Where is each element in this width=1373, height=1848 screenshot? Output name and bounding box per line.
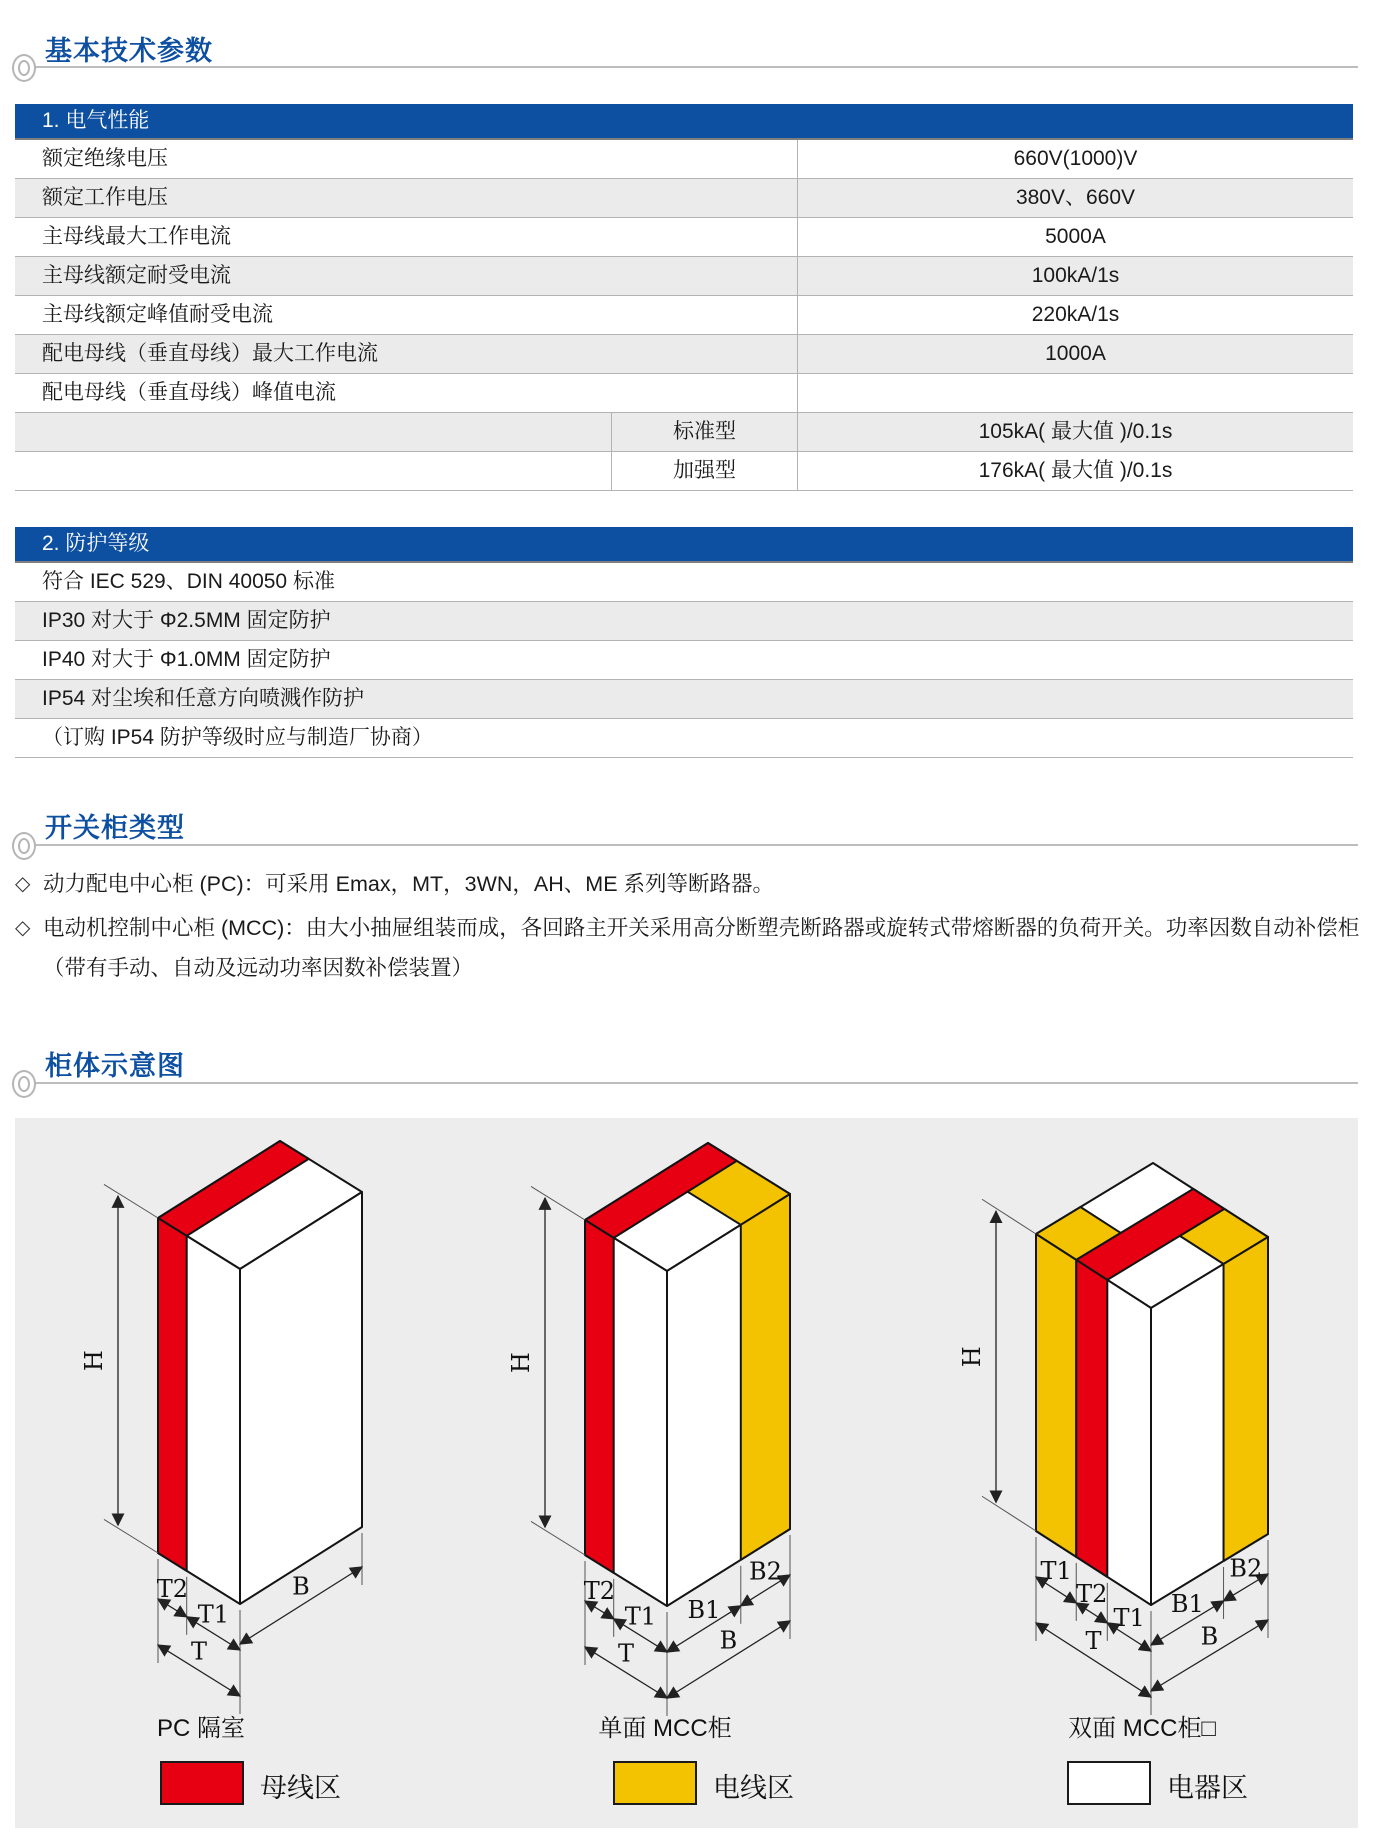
table-row xyxy=(15,218,1353,257)
table-row xyxy=(15,257,1353,296)
row-value: 5000A xyxy=(797,218,1353,256)
section-title-cabinet-types: 开关柜类型 xyxy=(45,813,185,843)
dimension-label: T xyxy=(190,1637,208,1666)
table-row xyxy=(15,296,1353,335)
diamond-bullet-icon: ◇ xyxy=(15,873,31,895)
row-value: 100kA/1s xyxy=(797,257,1353,295)
row-value: 380V、660V xyxy=(797,179,1353,217)
list-item xyxy=(15,864,1363,904)
dimension-label: T1 xyxy=(197,1600,229,1629)
table-body xyxy=(15,563,1353,758)
row-value: 1000A xyxy=(797,335,1353,373)
cabinet-caption: 双面 MCC柜□ xyxy=(1068,1715,1216,1742)
dimension-label: H xyxy=(507,1352,535,1374)
section-divider xyxy=(24,844,1358,846)
table-row: 符合 IEC 529、DIN 40050 标准 xyxy=(15,563,1353,602)
table-header: 2. 防护等级 xyxy=(15,527,1353,563)
legend-label: 母线区 xyxy=(260,1773,341,1803)
table-body xyxy=(15,140,1353,491)
ring-ornament-icon xyxy=(18,1076,30,1092)
legend-label: 电器区 xyxy=(1167,1773,1248,1803)
row-label: 主母线额定耐受电流 xyxy=(42,264,231,287)
table-row xyxy=(15,179,1353,218)
ring-ornament-icon xyxy=(18,60,30,76)
dimension-label: H xyxy=(958,1346,986,1368)
dimension-label: B xyxy=(1200,1622,1219,1651)
section-divider xyxy=(24,66,1358,68)
dimension-label: H xyxy=(80,1350,108,1372)
dimension-label: B2 xyxy=(1229,1554,1263,1583)
dimension-label: B xyxy=(719,1626,738,1655)
dimension-label: T2 xyxy=(156,1574,188,1603)
row-value: 105kA( 最大值 )/0.1s xyxy=(797,413,1353,451)
table-row: IP54 对尘埃和任意方向喷溅作防护 xyxy=(15,680,1353,719)
dimension-label: T2 xyxy=(1076,1579,1108,1608)
dimension-label: T2 xyxy=(583,1576,615,1605)
dimension-label: B xyxy=(292,1572,310,1601)
dimension-label: B1 xyxy=(687,1595,721,1624)
table-row: （订购 IP54 防护等级时应与制造厂协商） xyxy=(15,719,1353,758)
row-value: 176kA( 最大值 )/0.1s xyxy=(797,452,1353,490)
row-spacer xyxy=(15,413,611,451)
table-row xyxy=(15,413,1353,452)
row-label: 配电母线（垂直母线）最大工作电流 xyxy=(42,342,378,365)
row-value xyxy=(797,374,1353,412)
protection-level-table xyxy=(15,527,1353,758)
row-value: 660V(1000)V xyxy=(797,140,1353,178)
electrical-performance-table xyxy=(15,104,1353,491)
row-value: 220kA/1s xyxy=(797,296,1353,334)
cabinet-types-list xyxy=(15,864,1363,992)
ring-ornament-icon xyxy=(18,838,30,854)
section-divider xyxy=(24,1082,1358,1084)
dimension-label: B2 xyxy=(748,1557,782,1586)
legend-label: 电线区 xyxy=(713,1773,794,1803)
diamond-bullet-icon: ◇ xyxy=(15,917,31,939)
cabinet-diagram-panel xyxy=(15,1118,1358,1828)
legend-swatch xyxy=(1067,1761,1151,1805)
table-row xyxy=(15,374,1353,413)
table-row xyxy=(15,452,1353,491)
row-label: 主母线最大工作电流 xyxy=(42,225,231,248)
section-title-cabinet-diagram: 柜体示意图 xyxy=(45,1051,185,1081)
row-sublabel: 加强型 xyxy=(611,452,797,490)
row-label: 主母线额定峰值耐受电流 xyxy=(42,303,273,326)
row-sublabel: 标准型 xyxy=(611,413,797,451)
legend-swatch xyxy=(613,1761,697,1805)
row-spacer xyxy=(15,452,611,490)
dimension-label: B1 xyxy=(1170,1589,1204,1618)
table-header: 1. 电气性能 xyxy=(15,104,1353,140)
dimension-label: T1 xyxy=(624,1602,656,1631)
table-row xyxy=(15,335,1353,374)
table-row xyxy=(15,140,1353,179)
dimension-label: T xyxy=(1085,1627,1102,1655)
legend-swatch xyxy=(160,1761,244,1805)
dimension-label: T1 xyxy=(1040,1556,1072,1585)
dimension-label: T1 xyxy=(1113,1603,1145,1632)
row-label: 额定绝缘电压 xyxy=(42,147,168,170)
list-item-text: 电动机控制中心柜 (MCC)：由大小抽屉组装而成，各回路主开关采用高分断塑壳断路器或旋转式带熔断器的负荷开关。功率因数自动补偿柜（带有手动、自动及远动功率因数补偿装置） xyxy=(43,916,1360,980)
list-item xyxy=(15,908,1363,988)
table-row: IP30 对大于 Φ2.5MM 固定防护 xyxy=(15,602,1353,641)
list-item-text: 动力配电中心柜 (PC)：可采用 Emax，MT，3WN，AH、ME 系列等断路器。 xyxy=(43,872,775,896)
row-label: 额定工作电压 xyxy=(42,186,168,209)
section-title-tech-params: 基本技术参数 xyxy=(45,36,213,66)
cabinet-caption: 单面 MCC柜 xyxy=(598,1715,732,1742)
dimension-label: T xyxy=(617,1639,635,1668)
table-row: IP40 对大于 Φ1.0MM 固定防护 xyxy=(15,641,1353,680)
row-label: 配电母线（垂直母线）峰值电流 xyxy=(42,381,336,404)
cabinet-caption: PC 隔室 xyxy=(156,1715,245,1742)
